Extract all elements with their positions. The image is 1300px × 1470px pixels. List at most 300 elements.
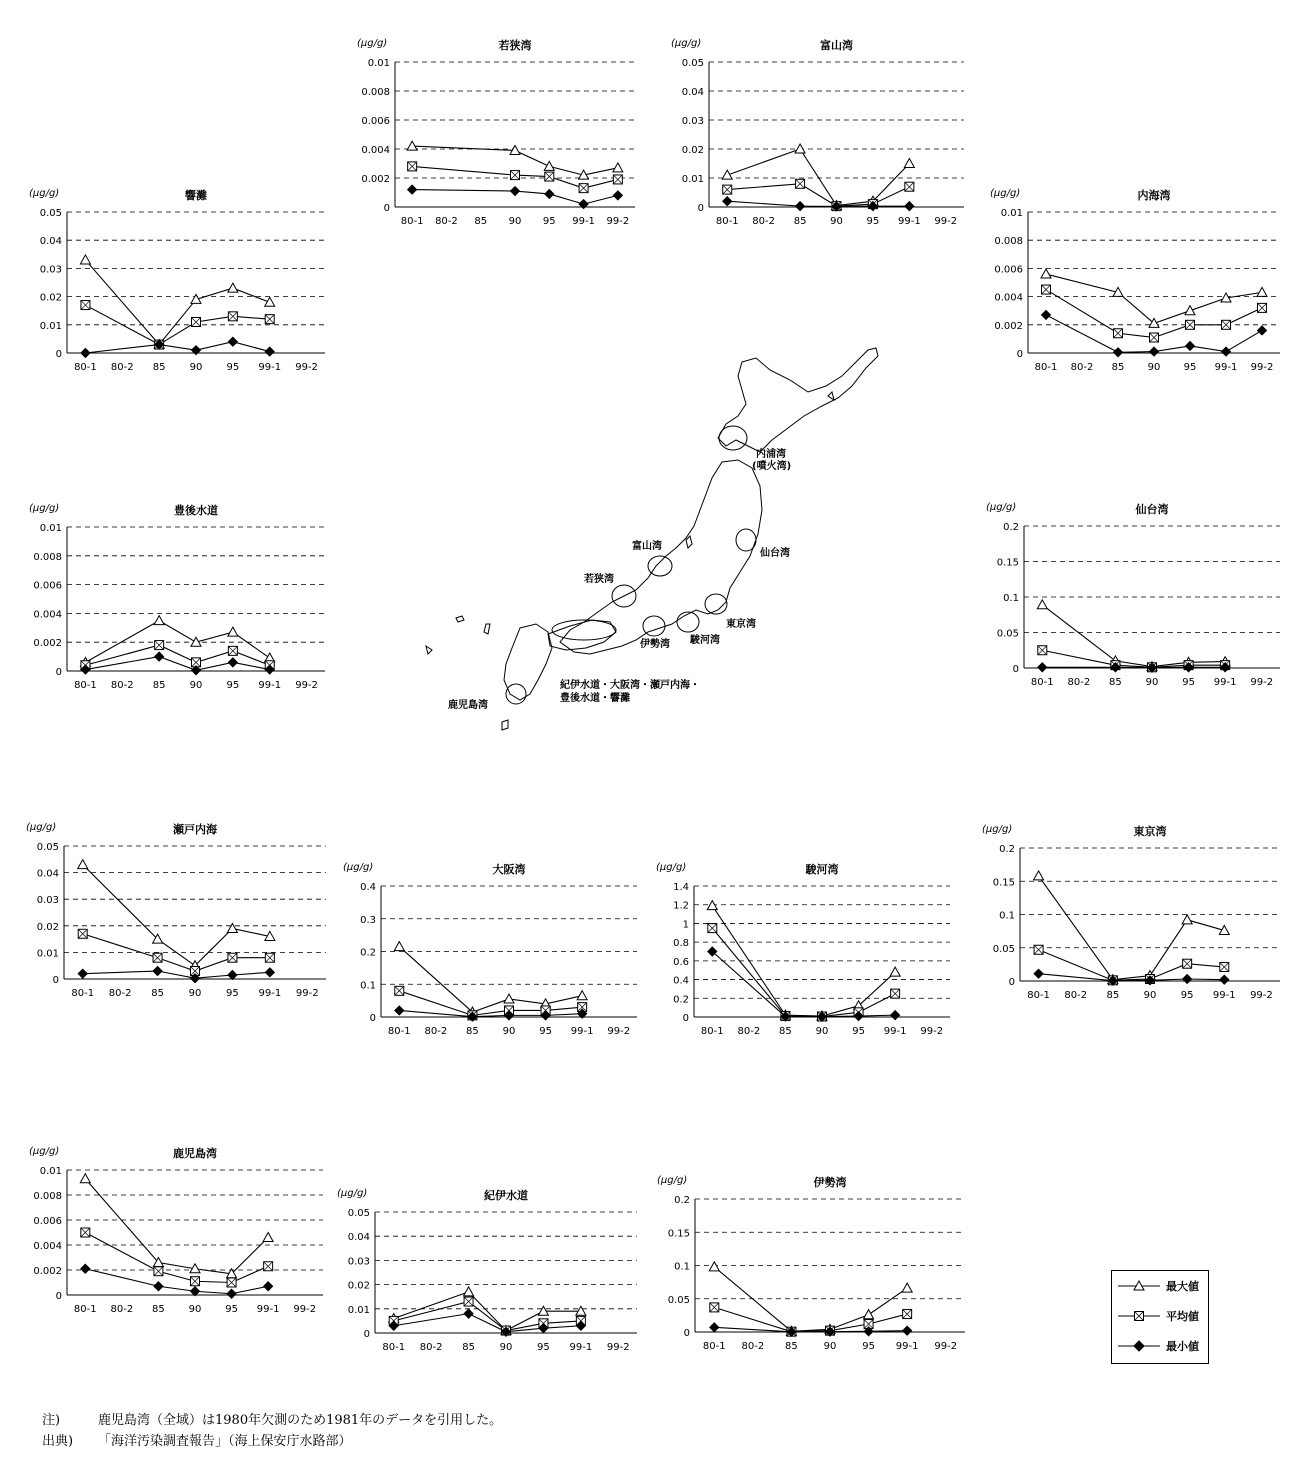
point-max: [80, 255, 90, 264]
series-line: [399, 947, 582, 1013]
series-line: [85, 621, 269, 663]
point-avg: [408, 162, 417, 171]
x-tick-label: 85: [474, 216, 488, 227]
series-diamond: [78, 967, 274, 983]
y-tick-label: 0.2: [674, 1195, 690, 1206]
y-tick-label: 0: [1012, 664, 1019, 675]
point-max: [228, 283, 238, 292]
x-tick-label: 90: [189, 362, 203, 373]
x-tick-label: 80-1: [1027, 990, 1050, 1001]
series-line: [85, 260, 269, 345]
footnotes: [42, 1410, 502, 1452]
x-tick-label: 80-2: [110, 362, 134, 373]
point-avg: [796, 179, 805, 188]
point-max: [504, 994, 514, 1003]
island-2: [456, 616, 464, 622]
island-5: [502, 720, 508, 730]
point-avg: [265, 953, 274, 962]
y-tick-label: 0.2: [673, 994, 689, 1006]
point-max: [795, 144, 805, 153]
chart-uchiura: [990, 188, 1280, 373]
point-max: [78, 860, 88, 869]
point-avg: [1038, 646, 1047, 655]
series-line: [727, 149, 909, 206]
legend-marker-triangle-icon: [1116, 1277, 1162, 1295]
y-unit-label: (μg/g): [657, 1175, 688, 1186]
point-min: [1186, 341, 1195, 350]
x-tick-label: 99-2: [920, 1026, 944, 1037]
hokkaido-outline: [718, 348, 878, 452]
x-tick-label: 80-1: [1030, 677, 1054, 688]
point-max: [904, 159, 914, 168]
x-tick-label: 99-2: [295, 988, 319, 999]
point-min: [710, 1323, 719, 1332]
y-tick-label: 0.03: [681, 116, 704, 127]
point-min: [154, 1282, 163, 1291]
y-tick-label: 0: [697, 203, 704, 214]
y-tick-label: 0.15: [667, 1228, 690, 1240]
chart-osaka: [343, 862, 637, 1037]
circle-kagoshima: [506, 684, 526, 704]
point-min: [1042, 310, 1051, 319]
map-label-toyama: 富山湾: [632, 541, 662, 552]
x-tick-label: 90: [1143, 990, 1157, 1001]
series-triangle: [1041, 269, 1267, 327]
y-tick-label: 0.4: [673, 975, 689, 987]
series-square: [708, 924, 900, 1021]
y-tick-label: 0: [55, 1291, 62, 1302]
chart-title: 豊後水道: [174, 504, 218, 517]
x-tick-label: 80-1: [387, 1026, 411, 1037]
point-min: [78, 969, 87, 978]
point-avg: [228, 953, 237, 962]
x-tick-label: 90: [188, 1304, 202, 1315]
legend-label-max: 最大値: [1166, 1280, 1199, 1293]
point-max: [864, 1310, 874, 1319]
y-tick-label: 0.006: [994, 264, 1023, 276]
x-tick-label: 85: [152, 1304, 165, 1315]
point-avg: [155, 641, 164, 650]
x-tick-label: 85: [1106, 990, 1120, 1001]
x-tick-label: 85: [793, 216, 807, 227]
series-line: [83, 865, 270, 966]
point-min: [613, 191, 622, 200]
chart-title: 伊勢湾: [813, 1176, 847, 1189]
x-tick-label: 99-1: [256, 1304, 280, 1315]
point-avg: [1258, 303, 1267, 312]
point-max: [613, 163, 623, 172]
y-tick-label: 0.04: [347, 1232, 370, 1244]
chart-title: 鹿児島湾: [173, 1147, 217, 1160]
source-tag: 出典): [42, 1434, 74, 1449]
legend-label-avg: 平均値: [1166, 1310, 1199, 1323]
y-tick-label: 0.006: [361, 116, 390, 127]
chart-title: 若狭湾: [498, 39, 532, 52]
x-tick-label: 85: [779, 1026, 792, 1037]
y-unit-label: (μg/g): [986, 502, 1017, 513]
y-tick-label: 0.002: [361, 174, 390, 185]
series-triangle: [1034, 871, 1230, 984]
x-tick-label: 90: [508, 216, 522, 227]
point-avg: [1186, 320, 1195, 329]
x-tick-label: 99-2: [607, 1026, 631, 1037]
charts-layer: [26, 38, 1280, 1353]
x-tick-label: 80-2: [435, 216, 458, 227]
point-avg: [613, 175, 622, 184]
point-max: [1041, 269, 1051, 278]
series-triangle: [1037, 600, 1230, 671]
point-min: [395, 1006, 404, 1015]
point-avg: [1222, 320, 1231, 329]
point-min: [264, 1282, 273, 1291]
series-square: [81, 1228, 273, 1287]
y-tick-label: 0: [52, 975, 59, 986]
x-tick-label: 80-2: [1064, 990, 1088, 1001]
x-tick-label: 99-2: [1250, 362, 1274, 373]
point-avg: [192, 317, 201, 326]
y-unit-label: (μg/g): [982, 824, 1013, 835]
chart-sendai: [986, 502, 1280, 688]
x-tick-label: 99-1: [570, 1026, 594, 1037]
point-max: [1257, 287, 1267, 296]
y-tick-label: 0.01: [347, 1304, 370, 1316]
y-tick-label: 0: [1008, 977, 1015, 988]
point-min: [191, 1287, 200, 1296]
chart-title: 駿河湾: [805, 863, 839, 876]
x-tick-label: 99-1: [898, 216, 921, 227]
chart-title: 内海湾: [1137, 189, 1171, 202]
circle-toyama: [648, 556, 672, 576]
x-tick-label: 85: [152, 680, 166, 691]
y-tick-label: 0.008: [361, 87, 390, 98]
point-avg: [153, 953, 162, 962]
point-max: [544, 161, 554, 170]
series-line: [85, 657, 269, 671]
legend: [1111, 1270, 1209, 1364]
x-tick-label: 90: [1147, 362, 1161, 373]
point-min: [796, 202, 805, 211]
y-tick-label: 0.004: [33, 609, 62, 621]
circle-seto: [552, 620, 616, 640]
y-tick-label: 0.006: [33, 580, 62, 592]
chart-hibikinada: [29, 188, 325, 373]
series-line: [1039, 950, 1225, 981]
y-tick-label: 0.03: [39, 264, 62, 276]
legend-marker-square-icon: [1116, 1307, 1162, 1325]
point-avg: [1114, 329, 1123, 338]
y-tick-label: 0.002: [994, 320, 1023, 332]
point-min: [511, 187, 520, 196]
x-tick-label: 90: [815, 1026, 829, 1037]
point-avg: [1150, 333, 1159, 342]
x-tick-label: 90: [1145, 677, 1159, 688]
y-tick-label: 0.01: [1000, 208, 1023, 219]
y-tick-label: 0.02: [39, 292, 62, 304]
point-min: [265, 968, 274, 977]
y-tick-label: 0.05: [39, 208, 62, 219]
x-tick-label: 99-1: [1213, 677, 1237, 688]
y-tick-label: 0.008: [33, 1191, 62, 1202]
point-min: [228, 658, 237, 667]
y-tick-label: 0.15: [992, 877, 1015, 889]
point-max: [228, 627, 238, 636]
series-line: [1042, 650, 1225, 667]
x-tick-label: 99-1: [883, 1026, 907, 1037]
map-label-wakasa: 若狭湾: [584, 574, 614, 585]
x-tick-label: 99-1: [1212, 990, 1236, 1001]
point-max: [227, 923, 237, 932]
y-tick-label: 0.1: [1003, 593, 1019, 604]
point-avg: [723, 185, 732, 194]
series-line: [399, 991, 582, 1016]
y-tick-label: 0.2: [1003, 522, 1019, 533]
map-label-kagoshima: 鹿児島湾: [448, 700, 488, 711]
point-max: [80, 1174, 90, 1183]
point-min: [723, 197, 732, 206]
series-line: [1042, 605, 1225, 667]
point-avg: [710, 1303, 719, 1312]
x-tick-label: 80-2: [737, 1026, 761, 1037]
note-tag: 注): [42, 1413, 61, 1428]
y-tick-label: 0.01: [39, 320, 62, 332]
point-avg: [191, 1277, 200, 1286]
map-label-seto-1: 紀伊水道・大阪湾・瀬戸内海・: [560, 680, 700, 691]
x-tick-label: 80-2: [110, 680, 134, 691]
series-line: [714, 1307, 907, 1331]
series-triangle: [80, 255, 274, 349]
chart-kagoshima: [29, 1146, 323, 1315]
series-diamond: [395, 1006, 587, 1021]
y-tick-label: 0.03: [36, 895, 59, 907]
series-triangle: [709, 1262, 912, 1336]
point-avg: [1220, 963, 1229, 972]
y-tick-label: 0: [683, 1328, 690, 1339]
series-triangle: [80, 1174, 273, 1278]
y-tick-label: 0.002: [33, 638, 62, 650]
series-triangle: [78, 860, 275, 970]
chart-title: 瀬戸内海: [173, 823, 217, 836]
x-tick-label: 80-1: [74, 680, 97, 691]
x-tick-label: 80-2: [424, 1026, 448, 1037]
point-min: [265, 347, 274, 356]
point-avg: [228, 646, 237, 655]
y-unit-label: (μg/g): [671, 38, 702, 49]
x-tick-label: 95: [225, 1304, 238, 1315]
y-tick-label: 0: [1016, 349, 1023, 360]
point-max: [464, 1287, 474, 1296]
y-unit-label: (μg/g): [26, 822, 57, 833]
y-tick-label: 0.04: [39, 236, 62, 248]
chart-title: 東京湾: [1133, 825, 1167, 838]
y-tick-label: 0.05: [347, 1208, 370, 1219]
y-tick-label: 0.002: [33, 1266, 62, 1277]
source-line: [42, 1431, 502, 1452]
point-min: [408, 185, 417, 194]
y-unit-label: (μg/g): [990, 188, 1021, 199]
island-3: [484, 624, 490, 634]
y-tick-label: 0.02: [36, 921, 59, 933]
x-tick-label: 80-1: [400, 216, 424, 227]
source-text: 「海洋汚染調査報告」（海上保安庁水路部）: [98, 1434, 352, 1449]
point-max: [890, 967, 900, 976]
x-tick-label: 90: [499, 1342, 513, 1353]
series-line: [399, 1010, 582, 1016]
y-tick-label: 0.01: [367, 58, 390, 69]
x-tick-label: 80-2: [1070, 362, 1094, 373]
chart-bungo: [29, 503, 325, 691]
point-min: [1220, 975, 1229, 984]
y-tick-label: 0: [55, 349, 62, 360]
y-tick-label: 0.02: [347, 1280, 370, 1292]
y-unit-label: (μg/g): [337, 1188, 368, 1199]
point-max: [1185, 306, 1195, 315]
point-avg: [228, 312, 237, 321]
point-max: [722, 170, 732, 179]
point-min: [903, 1326, 912, 1335]
x-tick-label: 99-2: [934, 1341, 958, 1352]
y-tick-label: 0.05: [681, 58, 704, 69]
x-tick-label: 95: [852, 1026, 865, 1037]
series-triangle: [707, 901, 900, 1020]
series-line: [85, 1179, 268, 1274]
x-tick-label: 99-1: [258, 680, 282, 691]
series-line: [85, 1269, 268, 1294]
y-unit-label: (μg/g): [357, 38, 388, 49]
circle-suruga: [677, 612, 699, 632]
x-tick-label: 99-2: [1250, 990, 1273, 1001]
point-max: [707, 901, 717, 910]
x-tick-label: 95: [862, 1341, 875, 1352]
x-tick-label: 95: [226, 680, 240, 691]
x-tick-label: 99-1: [569, 1342, 593, 1353]
x-tick-label: 85: [151, 988, 164, 999]
y-tick-label: 0.1: [674, 1261, 690, 1273]
map-label-suruga: 駿河湾: [690, 635, 720, 646]
circle-ise: [643, 616, 665, 636]
x-tick-label: 80-1: [715, 216, 739, 227]
point-max: [263, 1233, 273, 1242]
point-avg: [708, 924, 717, 933]
y-tick-label: 0.05: [996, 628, 1019, 640]
y-tick-label: 0.1: [999, 910, 1015, 922]
point-min: [1034, 969, 1043, 978]
chart-setonaikai: [26, 822, 326, 999]
point-min: [155, 652, 164, 661]
y-tick-label: 0.2: [360, 947, 376, 959]
series-line: [394, 1302, 581, 1331]
y-unit-label: (μg/g): [29, 1146, 60, 1157]
y-tick-label: 1: [682, 919, 689, 931]
x-tick-label: 80-2: [752, 216, 775, 227]
point-min: [1114, 348, 1123, 357]
y-tick-label: 0.004: [361, 145, 390, 156]
chart-kii: [337, 1188, 637, 1353]
point-avg: [227, 1278, 236, 1287]
point-max: [1034, 871, 1044, 880]
y-tick-label: 1.4: [673, 882, 689, 893]
series-triangle: [722, 144, 914, 210]
point-max: [709, 1262, 719, 1271]
x-tick-label: 80-2: [108, 988, 132, 999]
point-min: [81, 349, 90, 358]
point-avg: [905, 182, 914, 191]
chart-tokyo: [982, 824, 1280, 1001]
point-min: [891, 1011, 900, 1020]
point-avg: [81, 1228, 90, 1237]
y-tick-label: 0: [682, 1013, 689, 1024]
chart-title: 仙台湾: [1135, 503, 1169, 516]
x-tick-label: 80-1: [1034, 362, 1058, 373]
series-diamond: [81, 337, 274, 357]
point-max: [265, 297, 275, 306]
x-tick-label: 90: [188, 988, 202, 999]
y-tick-label: 0.8: [673, 938, 689, 950]
y-tick-label: 0: [369, 1013, 376, 1024]
chart-wakasa: [357, 38, 635, 227]
x-tick-label: 99-2: [934, 216, 958, 227]
y-tick-label: 0: [55, 667, 62, 678]
chart-ise: [657, 1175, 965, 1352]
point-avg: [264, 1262, 273, 1271]
y-unit-label: (μg/g): [343, 862, 374, 873]
circle-sendai: [736, 529, 756, 551]
x-tick-label: 90: [823, 1341, 837, 1352]
y-tick-label: 0.04: [681, 87, 704, 98]
x-tick-label: 90: [502, 1026, 516, 1037]
y-tick-label: 0.006: [33, 1216, 62, 1227]
map-label-sendai: 仙台湾: [760, 548, 790, 559]
x-tick-label: 80-1: [73, 1304, 97, 1315]
point-max: [1037, 600, 1047, 609]
x-tick-label: 85: [1111, 362, 1125, 373]
y-tick-label: 0.008: [994, 236, 1023, 248]
x-tick-label: 95: [1183, 362, 1197, 373]
y-tick-label: 0.02: [681, 145, 704, 156]
series-diamond: [408, 185, 623, 209]
point-min: [1183, 975, 1192, 984]
chart-suruga: [656, 862, 950, 1037]
point-avg: [511, 171, 520, 180]
x-tick-label: 85: [466, 1026, 479, 1037]
point-avg: [154, 1267, 163, 1276]
point-avg: [81, 301, 90, 310]
y-tick-label: 0.01: [39, 1166, 62, 1177]
legend-marker-diamond-icon: [1116, 1337, 1162, 1355]
series-line: [727, 201, 909, 206]
y-tick-label: 0.004: [994, 292, 1023, 304]
note-line: [42, 1410, 502, 1431]
x-tick-label: 99-1: [258, 362, 282, 373]
x-tick-label: 99-1: [572, 216, 595, 227]
series-line: [394, 1292, 581, 1331]
y-tick-label: 0.01: [36, 948, 59, 960]
point-min: [905, 202, 914, 211]
x-tick-label: 99-2: [293, 1304, 317, 1315]
point-max: [407, 141, 417, 150]
x-tick-label: 95: [226, 362, 240, 373]
point-max: [577, 991, 587, 1000]
y-tick-label: 0.04: [36, 868, 59, 880]
x-tick-label: 95: [542, 216, 556, 227]
point-avg: [265, 315, 274, 324]
x-tick-label: 85: [785, 1341, 798, 1352]
point-avg: [395, 986, 404, 995]
point-max: [154, 616, 164, 625]
point-avg: [1183, 959, 1192, 968]
x-tick-label: 99-2: [606, 1342, 630, 1353]
point-min: [545, 189, 554, 198]
y-tick-label: 0.2: [999, 844, 1015, 855]
